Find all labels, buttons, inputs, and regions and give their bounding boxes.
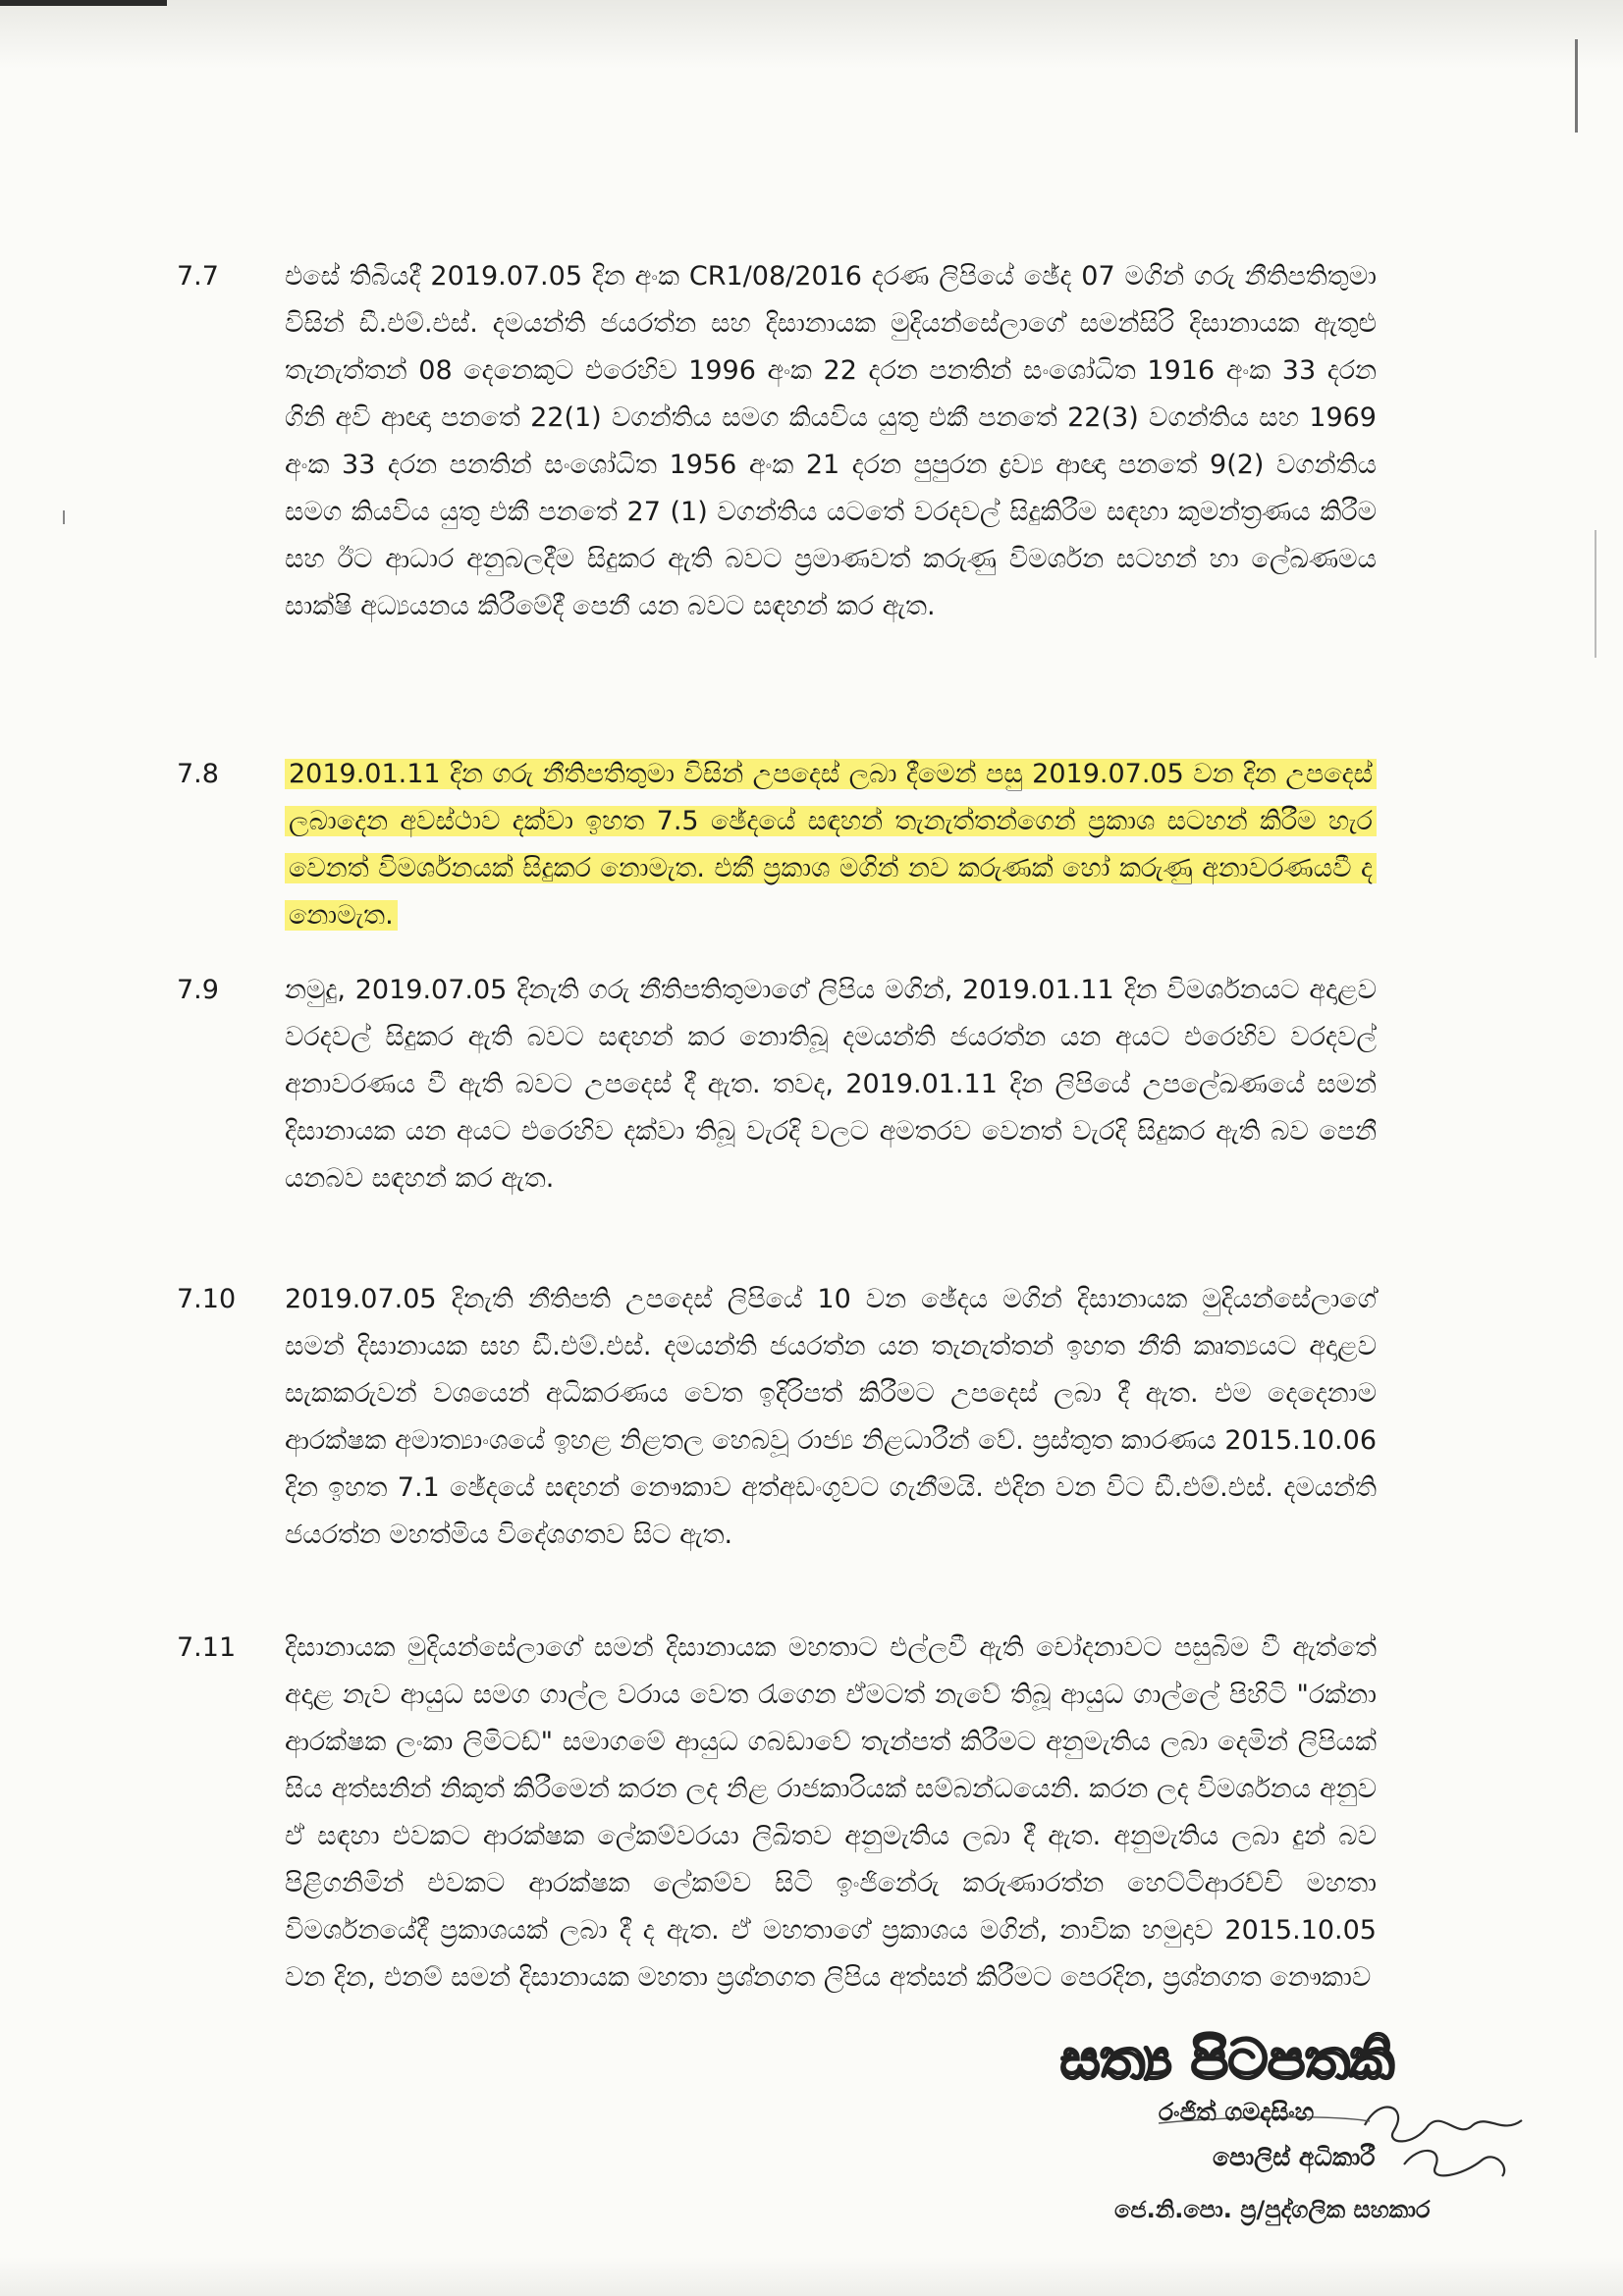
scan-top-shadow <box>0 0 1623 69</box>
paragraph-text: නමුදු, 2019.07.05 දිනැති ගරු නීතිපතිතුමාගේ ලිපිය මගින්, 2019.01.11 දින විමර්ශනයට අදාළව වරදවල් සිදුකර ඇති බවට සඳහන් කර නොතිබූ දමයන්ති ජයරත්න යන අයට එරෙහිව වරදවල් අනාවරණය වී ඇති බවට උපදෙස් දී ඇත. තවද, 2019.01.11 දින ලිපියේ උපලේඛණයේ සමන් දිසානායක යන අයට එරෙහිව දක්වා තිබූ වැරදි වලට අමතරව වෙනත් වැරදි සිදුකර ඇති බව පෙනී යනබව සඳහන් කර ඇත. <box>285 975 1377 1194</box>
signatory-name: රංජිත් ගමදසිංහ <box>1159 2098 1315 2126</box>
paragraph-number: 7.10 <box>177 1284 237 1314</box>
signatory-title: පොලිස් අධිකාරී <box>1213 2143 1376 2171</box>
signature-block <box>1041 2086 1551 2268</box>
paragraph-7-9 <box>177 967 1377 1202</box>
scan-bottom-shadow <box>0 2257 1623 2296</box>
paragraph-number: 7.7 <box>177 261 219 292</box>
paragraph-7-11 <box>177 1625 1377 2002</box>
true-copy-stamp <box>1036 2017 1419 2096</box>
punch-mark <box>63 510 65 524</box>
paragraph-7-7 <box>177 253 1377 630</box>
scan-edge-mark <box>0 0 167 6</box>
paragraph-text: දිසානායක මුදියන්සේලාගේ සමන් දිසානායක මහතාට එල්ලවී ඇති චෝදනාවට පසුබිම වී ඇත්තේ අදාළ නැව ආයුධ සමග ගාල්ල වරාය වෙත රැගෙන ඒමටත් නැවේ තිබූ ආයුධ ගාල්ලේ පිහිටි "රක්නා ආරක්ෂක ලංකා ලිමිටඩ්" සමාගමේ ආයුධ ගබඩාවේ තැන්පත් කිරීමට අනුමැතිය ලබා දෙමින් ලිපියක් සිය අත්සනින් නිකුත් කිරීමෙන් කරන ලද නිළ රාජකාරියක් සම්බන්ධයෙනි. කරන ලද විමර්ශනය අනුව ඒ සඳහා එවකට ආරක්ෂක ලේකම්වරයා ලිඛිතව අනුමැතිය ලබා දී ඇත. අනුමැතිය ලබා දුන් බව පිළිගනිමින් එවකට ආරක්ෂක ලේකම්ව සිටි ඉංජිනේරු කරුණාරත්න හෙට්ටිආරච්චි මහතා විමර්ශනයේදී ප්‍රකාශයක් ලබා දී ද ඇත. ඒ මහතාගේ ප්‍රකාශය මගින්, නාවික හමුදාව 2015.10.05 වන දින, එනම් සමන් දිසානායක මහතා ප්‍රශ්නගත ලිපිය අත්සන් කිරීමට පෙරදින, ප්‍රශ්නගත නෞකාව <box>285 1632 1377 1993</box>
paragraph-number: 7.8 <box>177 759 219 789</box>
stamp-text: සත්‍ය පිටපතකි <box>1059 2028 1395 2092</box>
paragraph-7-8 <box>177 751 1377 939</box>
paragraph-number: 7.11 <box>177 1632 237 1663</box>
highlighted-text: 2019.01.11 දින ගරු නීතිපතිතුමා විසින් උපදෙස් ලබා දීමෙන් පසු 2019.07.05 වන දින උපදෙස් ලබාදෙන අවස්ථාව දක්වා ඉහත 7.5 ඡේදයේ සඳහන් තැනැත්තන්ගෙන් ප්‍රකාශ සටහන් කිරීම හැර වෙනත් විමර්ශනයක් සිදුකර නොමැත. එකී ප්‍රකාශ මගින් නව කරුණක් හෝ කරුණු අනාවරණයවී ද නොමැත. <box>285 759 1377 931</box>
paragraph-text: එසේ තිබියදී 2019.07.05 දින අංක CR1/08/2016 දරණ ලිපියේ ඡේද 07 මගින් ගරු නීතිපතිතුමා විසින් ඩී.එම්.එස්. දමයන්ති ජයරත්න සහ දිසානායක මුදියන්සේලාගේ සමන්සිරි දිසානායක ඇතුළු තැනැත්තන් 08 දෙනෙකුට එරෙහිව 1996 අංක 22 දරන පනතින් සංශෝධිත 1916 අංක 33 දරන ගිනි අවි ආඥා පනතේ 22(1) වගන්තිය සමග කියවිය යුතු එකී පනතේ 22(3) වගන්තිය සහ 1969 අංක 33 දරන පනතින් සංශෝධිත 1956 අංක 21 දරන පුපුරන ද්‍රව්‍ය ආඥා පනතේ 9(2) වගන්තිය සමග කියවිය යුතු එකී පනතේ 27 (1) වගන්තිය යටතේ වරදවල් සිදුකිරීම සඳහා කුමන්ත්‍රණය කිරීම සහ ඊට ආධාර අනුබලදීම සිදුකර ඇති බවට ප්‍රමාණවත් කරුණු විමර්ශන සටහන් හා ලේඛණමය සාක්ෂි අධ්‍යයනය කිරීමේදී පෙනී යන බවට සඳහන් කර ඇත. <box>285 261 1377 621</box>
paragraph-text: 2019.07.05 දිනැති නීතිපති උපදෙස් ලිපියේ 10 වන ඡේදය මගින් දිසානායක මුදියන්සේලාගේ සමන් දිසානායක සහ ඩී.එම්.එස්. දමයන්ති ජයරත්න යන තැනැත්තන් ඉහත නීති කෘත්‍යයට අදාළව සැකකරුවන් වශයෙන් අධිකරණය වෙත ඉදිරිපත් කිරීමට උපදෙස් ලබා දී ඇත. එම දෙදෙනාම ආරක්ෂක අමාත්‍යාංශයේ ඉහළ නිළතල හෙබවූ රාජ්‍ය නිළධාරීන් වේ. ප්‍රස්තුත කාරණය 2015.10.06 දින ඉහත 7.1 ඡේදයේ සඳහන් නෞකාව අත්අඩංගුවට ගැනීමයි. එදින වන විට ඩී.එම්.එස්. දමයන්ති ජයරත්න මහත්මිය විදේශගතව සිට ඇත. <box>285 1284 1377 1550</box>
signatory-unit: ජෙ.නි.පො. ප්‍ර/පුද්ගලික සහකාර <box>1114 2196 1431 2223</box>
paragraph-number: 7.9 <box>177 975 219 1005</box>
paragraph-7-10 <box>177 1276 1377 1559</box>
scan-margin-line <box>1575 39 1578 133</box>
scan-margin-line <box>1595 530 1596 658</box>
